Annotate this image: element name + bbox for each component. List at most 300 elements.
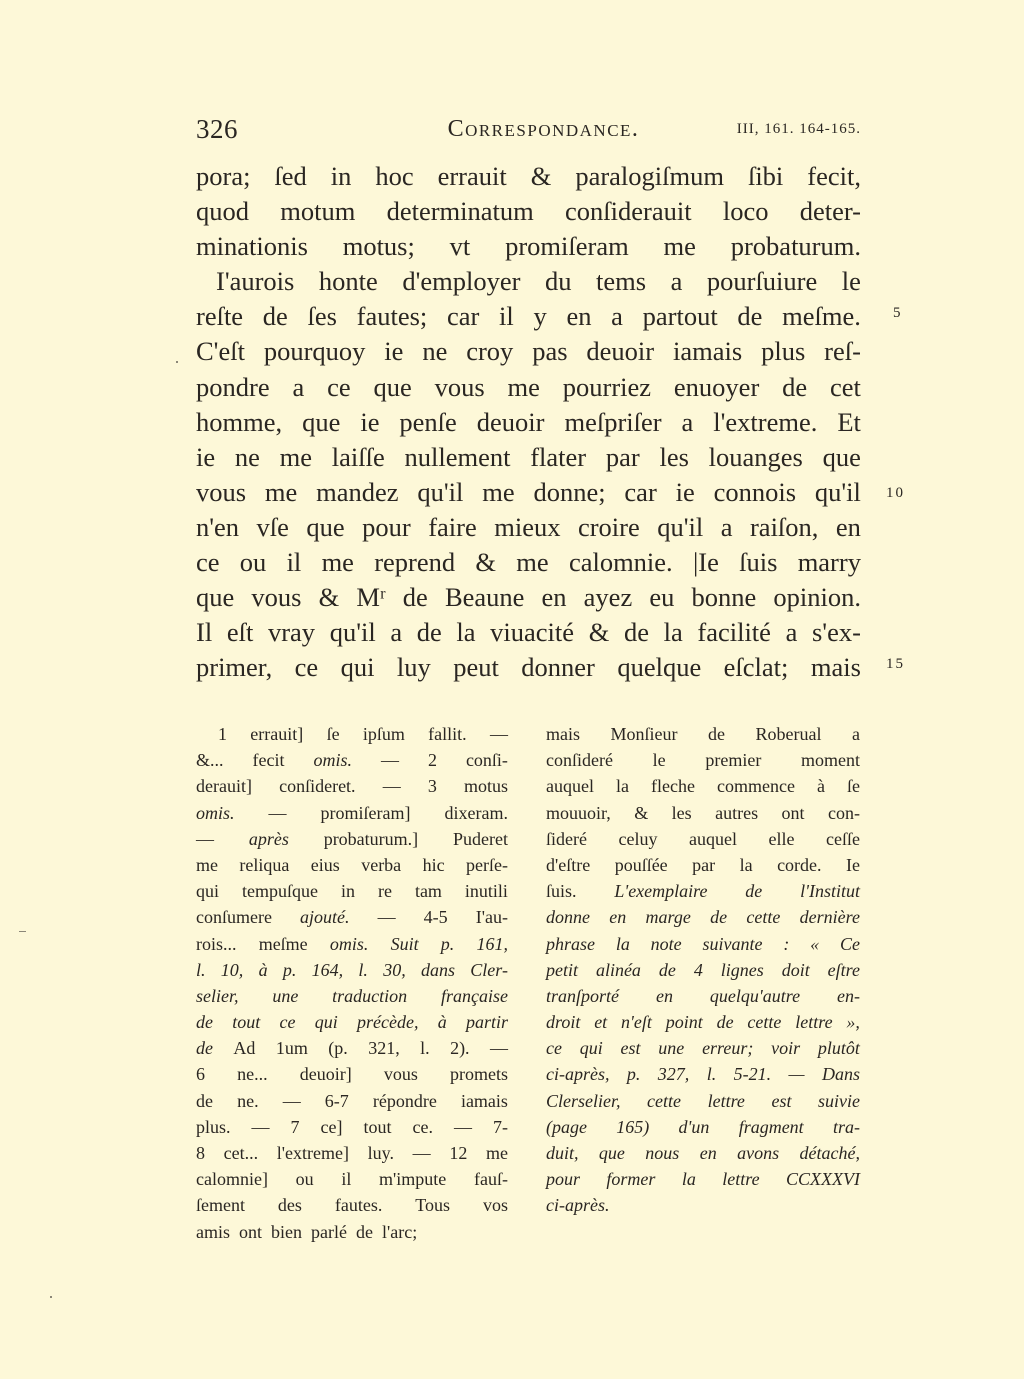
word: probaturum. xyxy=(730,231,861,262)
note-line xyxy=(196,1114,508,1140)
note-word: mouuoir, xyxy=(546,802,611,823)
note-line xyxy=(196,721,508,747)
word: & xyxy=(530,161,552,191)
word: d'employer xyxy=(402,266,521,297)
word: qu'il xyxy=(417,476,464,507)
note-line xyxy=(546,904,860,930)
word: s'ex- xyxy=(811,617,861,648)
word: plus xyxy=(761,336,806,367)
word: marry xyxy=(797,547,861,578)
word: deuoir xyxy=(586,336,655,367)
note-word: moment xyxy=(801,750,860,771)
note-word: me xyxy=(485,1143,508,1163)
note-word: Tous xyxy=(415,1195,451,1216)
word: Mʳ xyxy=(356,582,386,613)
note-word: iamais xyxy=(460,1090,508,1111)
word: a xyxy=(720,511,733,542)
note-word: note xyxy=(650,933,682,954)
margin-tick xyxy=(19,931,26,932)
note-word: ipſum xyxy=(362,724,405,744)
note-word: ce] xyxy=(320,1116,343,1137)
note-word: conſideré xyxy=(546,750,613,771)
word: enuoyer xyxy=(673,371,760,402)
note-word: de xyxy=(658,959,676,980)
note-word: ne... xyxy=(237,1064,268,1085)
note-word: conſi- xyxy=(465,750,508,771)
note-word: lettre xyxy=(795,1012,833,1033)
word: que xyxy=(373,371,412,402)
word: que xyxy=(302,406,341,437)
note-word: &... xyxy=(196,750,224,771)
note-word: traduction xyxy=(332,985,408,1006)
note-word: tra- xyxy=(832,1116,860,1137)
note-word: fleche xyxy=(651,776,695,797)
note-word: nous xyxy=(645,1143,680,1163)
note-word: — xyxy=(196,828,214,849)
note-line xyxy=(196,904,508,930)
note-word: 7- xyxy=(493,1116,508,1137)
note-word: luy. xyxy=(367,1143,394,1163)
word: a xyxy=(681,406,694,437)
note-word: quelqu'autre xyxy=(709,985,801,1006)
word: raiſon, xyxy=(749,511,819,542)
note-line xyxy=(196,1192,508,1218)
word: peut xyxy=(453,652,499,683)
note-word: — xyxy=(412,1143,431,1163)
word: & xyxy=(318,582,340,613)
note-line xyxy=(546,773,860,799)
note-word: premier xyxy=(705,750,762,771)
word: reſte xyxy=(196,301,244,332)
word: opinion. xyxy=(773,582,861,613)
note-word: « xyxy=(810,933,820,954)
note-word: autres xyxy=(715,802,759,823)
note-word: a xyxy=(851,724,860,744)
note-word: : xyxy=(783,933,790,954)
note-word: L'exemplaire xyxy=(614,881,708,902)
note-word: la xyxy=(739,854,753,875)
note-word: 161, xyxy=(476,933,508,954)
word: ce xyxy=(196,547,220,578)
note-word: petit xyxy=(546,959,578,980)
note-word: Clerselier, xyxy=(546,1090,621,1111)
word: eſclat; xyxy=(723,652,789,683)
note-line xyxy=(196,826,508,852)
note-word: l'extreme] xyxy=(276,1143,349,1163)
note-line xyxy=(546,1140,860,1166)
word: faire xyxy=(428,511,477,542)
word: y xyxy=(533,301,547,332)
note-word: est xyxy=(771,1090,792,1111)
note-word: omis. xyxy=(329,933,369,954)
note-word: — xyxy=(377,907,396,928)
note-word: de xyxy=(710,907,728,928)
note-word: perſe- xyxy=(466,854,508,875)
note-word: (page xyxy=(546,1116,587,1137)
word: de xyxy=(782,371,808,402)
note-word: », xyxy=(846,1012,860,1033)
word: par xyxy=(605,441,640,472)
note-line xyxy=(196,773,508,799)
note-word: duit, xyxy=(546,1143,579,1163)
word: hoc xyxy=(375,161,414,191)
note-word: celuy xyxy=(618,828,658,849)
word: flater xyxy=(530,441,587,472)
note-word: ſideré xyxy=(546,828,587,849)
text-line xyxy=(196,510,861,545)
note-line xyxy=(546,852,860,878)
text-line xyxy=(196,650,861,685)
word: donne; xyxy=(533,476,606,507)
note-word: voir xyxy=(771,1038,801,1059)
word: fautes; xyxy=(356,301,428,332)
note-word: 2). xyxy=(450,1038,470,1059)
note-word: deuoir] xyxy=(299,1064,352,1085)
note-line xyxy=(196,1088,508,1114)
note-word: plutôt xyxy=(817,1038,860,1059)
word: nullement xyxy=(404,441,511,472)
word: laiſſe xyxy=(331,441,385,472)
note-word: la xyxy=(616,776,629,797)
word: ie xyxy=(360,406,380,437)
word: vous xyxy=(251,582,302,613)
note-word: dernière xyxy=(799,907,860,928)
note-word: l. xyxy=(358,959,368,980)
note-line xyxy=(546,826,860,852)
note-line xyxy=(546,957,860,983)
text-line xyxy=(196,475,861,510)
note-word: des xyxy=(277,1195,302,1216)
word: louanges xyxy=(708,441,803,472)
note-word: ſe xyxy=(847,776,860,797)
note-word: ajouté. xyxy=(300,907,350,928)
note-word: 7 xyxy=(290,1116,300,1137)
note-word: de xyxy=(196,1090,213,1111)
note-word: — xyxy=(380,750,399,771)
note-word: fauſ- xyxy=(473,1169,508,1190)
note-word: 10, xyxy=(220,959,244,980)
word: ie xyxy=(384,336,404,367)
word: I'aurois xyxy=(216,266,295,297)
note-word: fecit xyxy=(252,750,285,771)
word: reſ- xyxy=(824,336,861,367)
note-word: pouſſée xyxy=(614,854,668,875)
note-word: me xyxy=(196,854,218,875)
word: primer, xyxy=(196,652,273,683)
note-word: l. xyxy=(706,1064,717,1085)
note-word: 165) xyxy=(616,1116,650,1137)
word: a xyxy=(390,617,403,648)
note-word: tam xyxy=(414,881,442,902)
running-head xyxy=(196,114,861,146)
note-line xyxy=(546,721,860,747)
text-line xyxy=(196,299,861,334)
note-word: — xyxy=(454,1116,472,1137)
word: la xyxy=(663,617,683,648)
note-word: meſme xyxy=(258,933,308,954)
word: de xyxy=(402,582,428,613)
note-word: à xyxy=(258,959,268,980)
note-line xyxy=(196,957,508,983)
text-line xyxy=(196,580,861,615)
note-word: lettre xyxy=(722,1169,760,1190)
word: ne xyxy=(422,336,448,367)
note-word: 4-5 xyxy=(423,907,448,928)
text-line xyxy=(196,194,861,229)
note-word: Ce xyxy=(839,933,860,954)
word: qui xyxy=(340,652,375,683)
running-title: Correspondance. xyxy=(447,116,640,142)
word: me xyxy=(663,231,696,262)
text-line xyxy=(196,370,861,405)
note-word: promets xyxy=(450,1064,508,1085)
word: car xyxy=(446,301,480,332)
note-word: — xyxy=(489,1038,508,1059)
note-word: m'impute xyxy=(379,1169,447,1190)
word: vous xyxy=(434,371,485,402)
word: & xyxy=(475,547,497,578)
word: minationis xyxy=(196,231,308,262)
note-word: — xyxy=(282,1090,301,1111)
note-word: ne. xyxy=(237,1090,259,1111)
word: penſe xyxy=(399,406,457,437)
note-word: — xyxy=(489,724,508,744)
note-word: (p. xyxy=(328,1038,348,1059)
word: qu'il xyxy=(329,617,376,648)
word: |Ie xyxy=(692,547,719,578)
note-word: eſtre xyxy=(827,959,860,980)
note-word: suivante xyxy=(702,933,763,954)
note-word: 1 xyxy=(218,724,227,744)
word: a xyxy=(611,301,623,332)
note-word: Cler- xyxy=(470,959,508,980)
note-line xyxy=(196,852,508,878)
note-word: cette xyxy=(746,907,781,928)
note-word: omis. xyxy=(196,802,235,823)
word: car xyxy=(624,476,657,507)
note-word: con- xyxy=(827,802,860,823)
note-word: pour xyxy=(546,1169,581,1190)
note-word: ci-après. xyxy=(546,1195,610,1216)
word: ſuis xyxy=(739,547,778,578)
word: C'eſt xyxy=(196,336,245,367)
note-word: la xyxy=(615,933,630,954)
word: de xyxy=(262,301,288,332)
note-word: l'arc; xyxy=(382,1221,418,1242)
word: iamais xyxy=(673,336,743,367)
note-word: tout xyxy=(232,1012,261,1033)
notes-right-column xyxy=(546,721,860,1219)
note-word: répondre xyxy=(372,1090,437,1111)
note-word: — xyxy=(251,1116,270,1137)
note-word: auquel xyxy=(689,828,737,849)
note-word: droit xyxy=(546,1012,581,1033)
word: pourſuiure xyxy=(706,266,818,297)
word: ſibi xyxy=(747,161,784,191)
note-word: que xyxy=(598,1143,625,1163)
note-word: d'un xyxy=(678,1116,710,1137)
note-word: vos xyxy=(482,1195,508,1216)
word: croy xyxy=(466,336,514,367)
note-word: p. xyxy=(282,959,297,980)
word: ie xyxy=(675,476,695,507)
word: ſed xyxy=(274,161,307,191)
word: calomnie. xyxy=(568,547,673,578)
note-word: doit xyxy=(781,959,810,980)
word: ie xyxy=(196,441,216,472)
word: ce xyxy=(294,652,319,683)
note-word: de xyxy=(745,881,763,902)
word: me xyxy=(279,441,313,472)
note-word: 321, xyxy=(368,1038,400,1059)
word: bonne xyxy=(691,582,757,613)
word: les xyxy=(659,441,689,472)
note-word: 6-7 xyxy=(324,1090,349,1111)
margin-dot xyxy=(176,361,178,363)
note-line xyxy=(196,1166,508,1192)
note-word: Monſieur xyxy=(610,724,678,744)
word: mieux xyxy=(494,511,561,542)
note-line xyxy=(196,1219,508,1245)
note-word: marge xyxy=(645,907,691,928)
note-word: p. xyxy=(626,1064,641,1085)
note-word: Dans xyxy=(821,1064,860,1085)
word: pourriez xyxy=(562,371,652,402)
word: mandez xyxy=(316,476,399,507)
note-word: et xyxy=(594,1012,608,1033)
word: reprend xyxy=(374,547,456,578)
word: deuoir xyxy=(476,406,545,437)
word: honte xyxy=(318,266,378,297)
word: ce xyxy=(327,371,351,402)
note-word: Suit xyxy=(390,933,419,954)
note-word: ci-après, xyxy=(546,1064,610,1085)
note-line xyxy=(546,1114,860,1140)
note-word: donne xyxy=(546,907,590,928)
note-line xyxy=(196,983,508,1009)
note-word: française xyxy=(440,985,508,1006)
note-line xyxy=(196,800,508,826)
word: cet xyxy=(830,371,861,402)
note-word: en- xyxy=(837,985,860,1006)
note-word: mais xyxy=(546,724,580,744)
margin-dot xyxy=(50,1296,52,1298)
note-word: amis xyxy=(196,1221,230,1242)
note-word: de xyxy=(196,1038,213,1059)
note-line xyxy=(546,931,860,957)
note-line xyxy=(546,1192,860,1218)
word: meſme. xyxy=(782,301,861,332)
word: meſpriſer xyxy=(564,406,662,437)
note-word: 4 xyxy=(693,959,703,980)
note-word: calomnie] xyxy=(196,1169,268,1190)
word: mais xyxy=(810,652,861,683)
note-word: cet... xyxy=(223,1143,259,1163)
note-word: ſement xyxy=(196,1195,245,1216)
note-word: ce. xyxy=(412,1116,433,1137)
word: pondre xyxy=(196,371,270,402)
word: quelque xyxy=(617,652,702,683)
word: pourquoy xyxy=(263,336,366,367)
word: ayez xyxy=(583,582,633,613)
note-word: est xyxy=(620,1038,641,1059)
note-word: avons xyxy=(737,1143,780,1163)
word: vſe xyxy=(256,511,289,542)
note-line xyxy=(546,800,860,826)
note-word: promiſeram] xyxy=(320,802,411,823)
word: pour xyxy=(362,511,411,542)
note-word: ce xyxy=(546,1038,562,1059)
note-word: — xyxy=(382,776,401,797)
note-word: 30, xyxy=(383,959,406,980)
note-word: tranſporté xyxy=(546,985,620,1006)
text-line xyxy=(196,159,861,194)
word: a xyxy=(670,266,683,297)
word: homme, xyxy=(196,406,283,437)
note-word: l. xyxy=(196,959,206,980)
note-word: vous xyxy=(383,1064,418,1085)
word: eu xyxy=(649,582,675,613)
note-word: en xyxy=(699,1143,717,1163)
word: tems xyxy=(595,266,647,297)
word: vous xyxy=(196,476,247,507)
note-word: — xyxy=(788,1064,805,1085)
note-word: corde. xyxy=(777,854,822,875)
word: connois xyxy=(713,476,797,507)
line-number-10: 10 xyxy=(886,485,905,501)
note-word: Ie xyxy=(846,854,860,875)
note-word: errauit] xyxy=(250,724,304,744)
note-word: conſideret. xyxy=(279,776,356,797)
word: il xyxy=(286,547,302,578)
word: qu'il xyxy=(814,476,861,507)
word: eſt xyxy=(226,617,254,648)
note-word: ceſſe xyxy=(826,828,860,849)
note-word: fautes. xyxy=(334,1195,383,1216)
note-word: 327, xyxy=(657,1064,690,1085)
note-word: phrase xyxy=(546,933,595,954)
note-word: l. xyxy=(420,1038,430,1059)
note-line xyxy=(546,1061,860,1087)
note-word: de xyxy=(196,1012,213,1033)
note-word: derauit] xyxy=(196,776,252,797)
word: Et xyxy=(837,406,861,437)
text-line xyxy=(196,545,861,580)
word: me xyxy=(482,476,515,507)
note-word: Roberual xyxy=(755,724,822,744)
word: me xyxy=(321,547,354,578)
note-line xyxy=(196,1009,508,1035)
word: me xyxy=(507,371,540,402)
note-word: & xyxy=(634,802,649,823)
word: conſiderauit xyxy=(565,196,692,227)
note-word: d'eſtre xyxy=(546,854,591,875)
word: il xyxy=(499,301,514,332)
note-word: re xyxy=(377,881,392,902)
note-word: reliqua xyxy=(239,854,290,875)
note-word: la xyxy=(681,1169,696,1190)
note-line xyxy=(196,1061,508,1087)
note-line xyxy=(546,1166,860,1192)
word: pas xyxy=(532,336,568,367)
word: ne xyxy=(234,441,260,472)
word: en xyxy=(541,582,567,613)
note-word: 2 xyxy=(427,750,437,771)
word: de xyxy=(623,617,649,648)
note-word: verba xyxy=(361,854,402,875)
text-line xyxy=(196,440,861,475)
text-line xyxy=(196,264,861,299)
